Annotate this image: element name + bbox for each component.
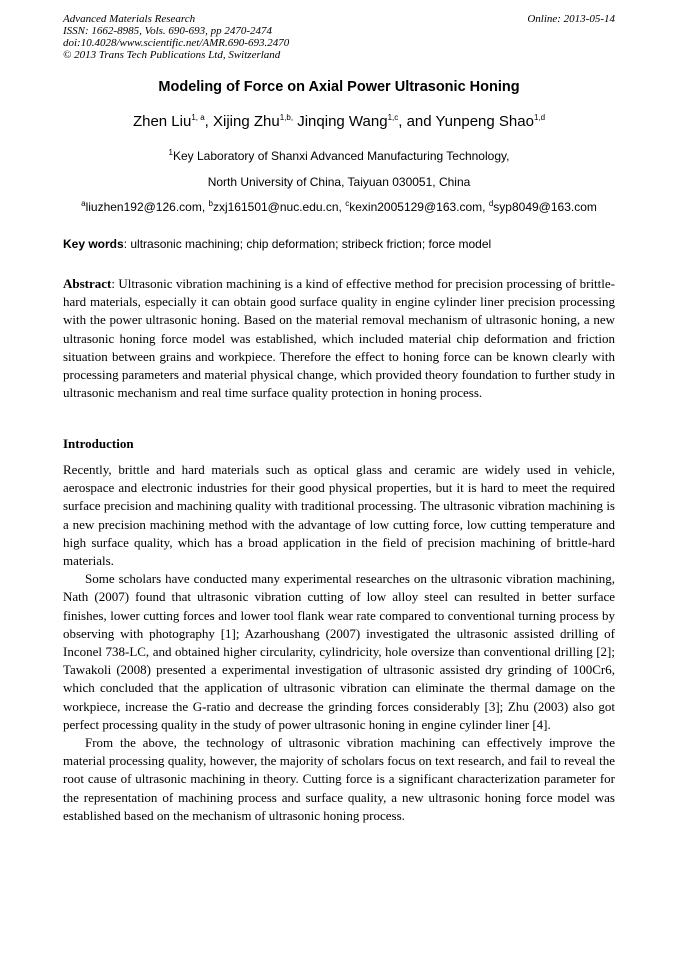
- email-mark: d: [488, 199, 494, 208]
- author-affiliation-mark: 1,b,: [279, 113, 294, 122]
- affiliation-line-1: [0, 149, 678, 163]
- email-line: [0, 200, 678, 214]
- keywords-label: Key words: [63, 237, 124, 251]
- journal-header: [63, 13, 615, 61]
- body-paragraph: Recently, brittle and hard materials such as optical glass and ceramic are widely used in vehicle, aerospace and electronic industries for their good physical properties, but it is hard to meet the required surface precision and machining quality with traditional processing. The ultrasonic vibration machining is a new precision machining method with the advantage of low cutting force, low cutting temperature and high surface quality, which has a broad application in the field of precision machining of brittle-hard materials.: [63, 462, 615, 569]
- author-affiliation-mark: 1, a: [191, 113, 205, 122]
- author-name: Xijing Zhu: [213, 113, 280, 130]
- keywords-text: : ultrasonic machining; chip deformation; stribeck friction; force model: [123, 237, 492, 251]
- author-name: Jinqing Wang: [297, 113, 388, 130]
- affiliation-mark: 1: [168, 148, 173, 157]
- author-name: Yunpeng Shao: [435, 113, 534, 130]
- journal-name: Advanced Materials Research: [63, 13, 196, 25]
- author-affiliation-mark: 1,d: [533, 113, 546, 122]
- doi-line: doi:10.4028/www.scientific.net/AMR.690-693.2470: [63, 37, 290, 49]
- online-date: Online: 2013-05-14: [527, 13, 615, 25]
- affiliation-line-2: North University of China, Taiyuan 030051, China: [207, 175, 471, 189]
- author-separator: , and: [398, 113, 436, 130]
- email-mark: a: [81, 199, 86, 208]
- email-mark: b: [208, 199, 213, 208]
- body-paragraph: Some scholars have conducted many experimental researches on the ultrasonic vibration machining, Nath (2007) found that ultrasonic vibration cutting of low alloy steel can resulted in better surface finishes, lower cutting forces and lower tool flank wear rate compared to conventional turning process by observing with photography [1]; Azarhoushang (2007) investigated the ultrasonic assisted drilling of Inconel 738-LC, and obtained higher circularity, cylindricity, hole oversize than conventional drilling [2]; Tawakoli (2008) presented a experimental investigation of ultrasonic assisted dry grinding of 100Cr6, which concluded that the application of ultrasonic vibration can eliminate the thermal damage on the workpiece, increase the G-ratio and decrease the grinding forces considerably [3]; Zhu (2003) also got perfect processing quality in the study of power ultrasonic honing in engine cylinder liner [4].: [63, 571, 615, 732]
- email-address: liuzhen192@126.com,: [85, 200, 209, 214]
- body-paragraph: From the above, the technology of ultrasonic vibration machining can effectively improve the material processing quality, however, the majority of scholars focus on text research, and fail to reveal the root cause of ultrasonic machining in theory. Cutting force is a significant characterization parameter for the representation of machining process and surface quality, a new ultrasonic honing force model was established based on the mechanism of ultrasonic honing process.: [63, 735, 615, 823]
- email-mark: c: [345, 199, 350, 208]
- author-list: [0, 113, 678, 130]
- affiliation-text: Key Laboratory of Shanxi Advanced Manufacturing Technology,: [173, 149, 510, 163]
- introduction-body: [63, 461, 615, 825]
- issn-line: ISSN: 1662-8985, Vols. 690-693, pp 2470-2474: [63, 25, 272, 37]
- author-separator: ,: [204, 113, 213, 130]
- keywords: [63, 237, 615, 251]
- abstract-text: : Ultrasonic vibration machining is a kind of effective method for precision processing of brittle-hard materials, especially it can obtain good surface quality in engine cylinder liner precision processing with the power ultrasonic honing. Based on the material removal mechanism of ultrasonic honing, a new ultrasonic honing force model was established, which included material chip deformation and friction situation between grains and workpiece. Therefore the effect to honing force can be known clearly with processing parameters and material physical change, which provided theory foundation to further study in ultrasonic mechanism and real time surface quality protection in honing process.: [63, 276, 615, 401]
- copyright-line: © 2013 Trans Tech Publications Ltd, Switzerland: [63, 49, 281, 61]
- abstract-label: Abstract: [63, 276, 112, 291]
- email-address: kexin2005129@163.com,: [349, 200, 489, 214]
- email-address: zxj161501@nuc.edu.cn,: [212, 200, 346, 214]
- author-name: Zhen Liu: [132, 113, 192, 130]
- abstract: [63, 275, 615, 402]
- paper-title: Modeling of Force on Axial Power Ultrasonic Honing: [158, 79, 520, 95]
- section-heading-introduction: Introduction: [63, 436, 134, 451]
- author-affiliation-mark: 1,c: [387, 113, 399, 122]
- email-address: syp8049@163.com: [493, 200, 597, 214]
